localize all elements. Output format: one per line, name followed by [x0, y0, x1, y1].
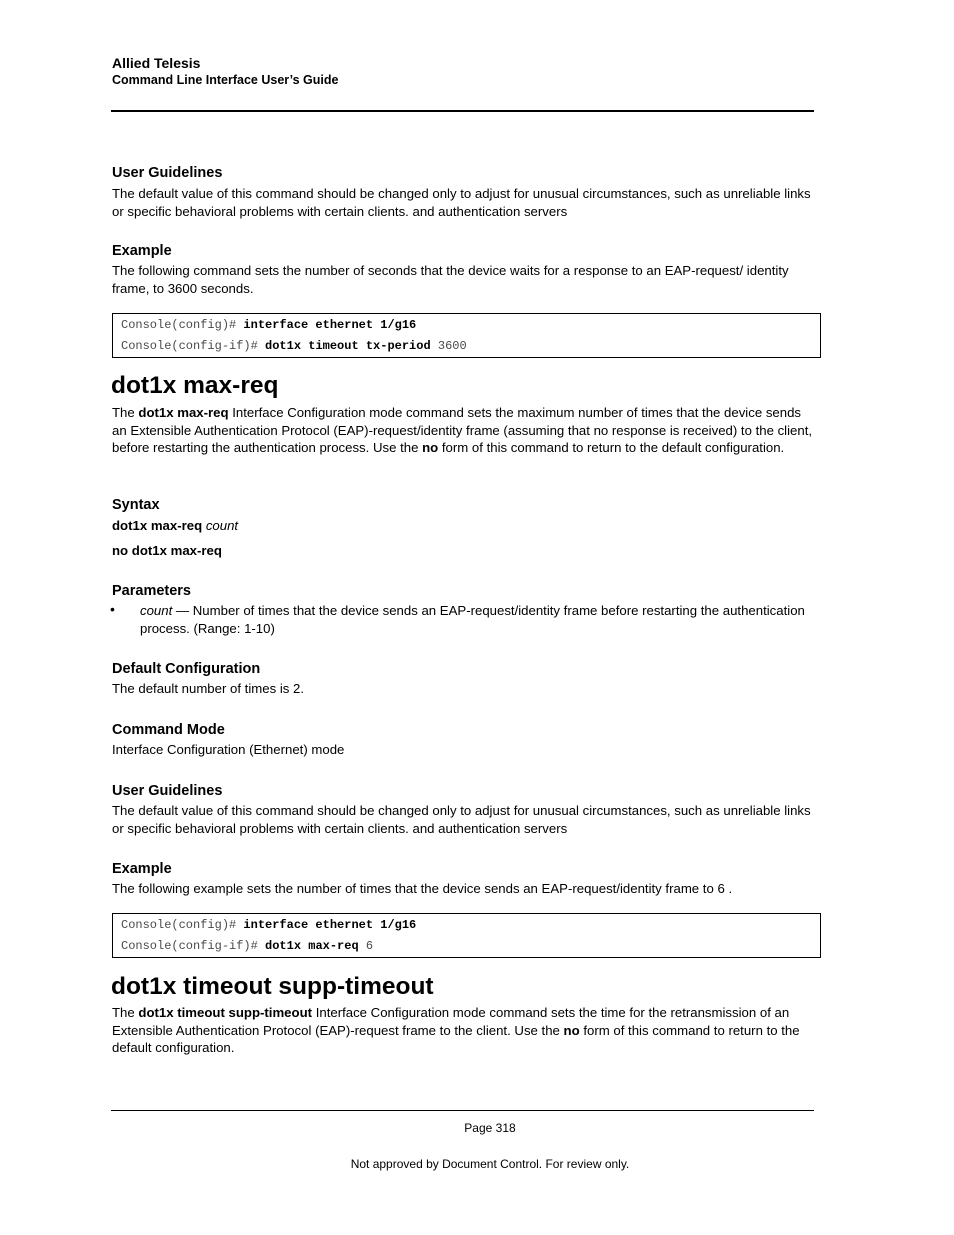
parameter-count: count — Number of times that the device sends an EAP-request/identity frame before restarting the authentication process. (Range: 1-10) [140, 603, 805, 636]
example-heading: Example [112, 861, 172, 877]
section-title-supp-timeout: dot1x timeout supp-timeout [111, 973, 434, 1000]
header-guide-title: Command Line Interface User’s Guide [112, 73, 339, 87]
user-guidelines-heading: User Guidelines [112, 783, 223, 799]
bullet-icon: • [110, 601, 115, 617]
code-line [121, 936, 820, 957]
review-notice: Not approved by Document Control. For review only. [350, 1157, 630, 1171]
default-config-heading: Default Configuration [112, 661, 261, 677]
syntax-heading: Syntax [112, 497, 160, 513]
code-prompt: Console(config-if)# [121, 338, 266, 353]
code-command: dot1x max-req [265, 938, 359, 953]
code-arg: 6 [358, 938, 374, 953]
code-prompt: Console(config)# [121, 918, 244, 932]
syntax-line: dot1x max-req count [112, 518, 239, 533]
command-mode-heading: Command Mode [112, 722, 225, 738]
header-divider [111, 110, 814, 112]
supp-timeout-intro: The dot1x timeout supp-timeout Interface Configuration mode command sets the time for the retransmission of an Extensible Authentication Protocol (EAP)-request frame to the client. Use the no form of this command to return to the default configuration. [112, 1005, 800, 1056]
max-req-intro: The dot1x max-req Interface Configuration mode command sets the maximum number of times that the device sends an Extensible Authentication Protocol (EAP)-request/identity frame (assuming that no response is received) to the client, before restarting the authentication process. Use the no form of this command to return to the default configuration. [112, 405, 813, 456]
code-line [121, 915, 820, 936]
default-config-text: The default number of times is 2. [112, 681, 305, 696]
section-title-max-req: dot1x max-req [111, 372, 279, 399]
command-mode-text: Interface Configuration (Ethernet) mode [112, 742, 345, 757]
code-line [121, 315, 820, 336]
code-block-tx-period [112, 313, 821, 358]
code-line [121, 336, 820, 357]
code-prompt: Console(config)# [121, 318, 244, 332]
code-command: interface ethernet 1/g16 [243, 918, 417, 932]
user-guidelines-text: The default value of this command should be changed only to adjust for unusual circumstances, such as unreliable links or specific behavioral problems with certain clients. and authentication servers [112, 186, 811, 219]
header-company: Allied Telesis [112, 55, 201, 71]
example-heading: Example [112, 243, 172, 259]
code-arg: 3600 [430, 338, 467, 353]
code-block-max-req [112, 913, 821, 958]
code-command: interface ethernet 1/g16 [243, 318, 417, 332]
user-guidelines-heading: User Guidelines [112, 165, 223, 181]
example-text: The following example sets the number of times that the device sends an EAP-request/identity frame to 6 . [112, 881, 733, 896]
example-text: The following command sets the number of seconds that the device waits for a response to an EAP-request/ identity frame, to 3600 seconds. [112, 263, 789, 296]
code-command: dot1x timeout tx-period [265, 338, 431, 353]
syntax-no-line: no dot1x max-req [112, 543, 222, 558]
code-prompt: Console(config-if)# [121, 938, 266, 953]
footer-divider [111, 1110, 814, 1111]
page-number: Page 318 [464, 1121, 516, 1135]
user-guidelines-text: The default value of this command should be changed only to adjust for unusual circumstances, such as unreliable links or specific behavioral problems with certain clients. and authentication servers [112, 803, 811, 836]
parameters-heading: Parameters [112, 583, 191, 599]
